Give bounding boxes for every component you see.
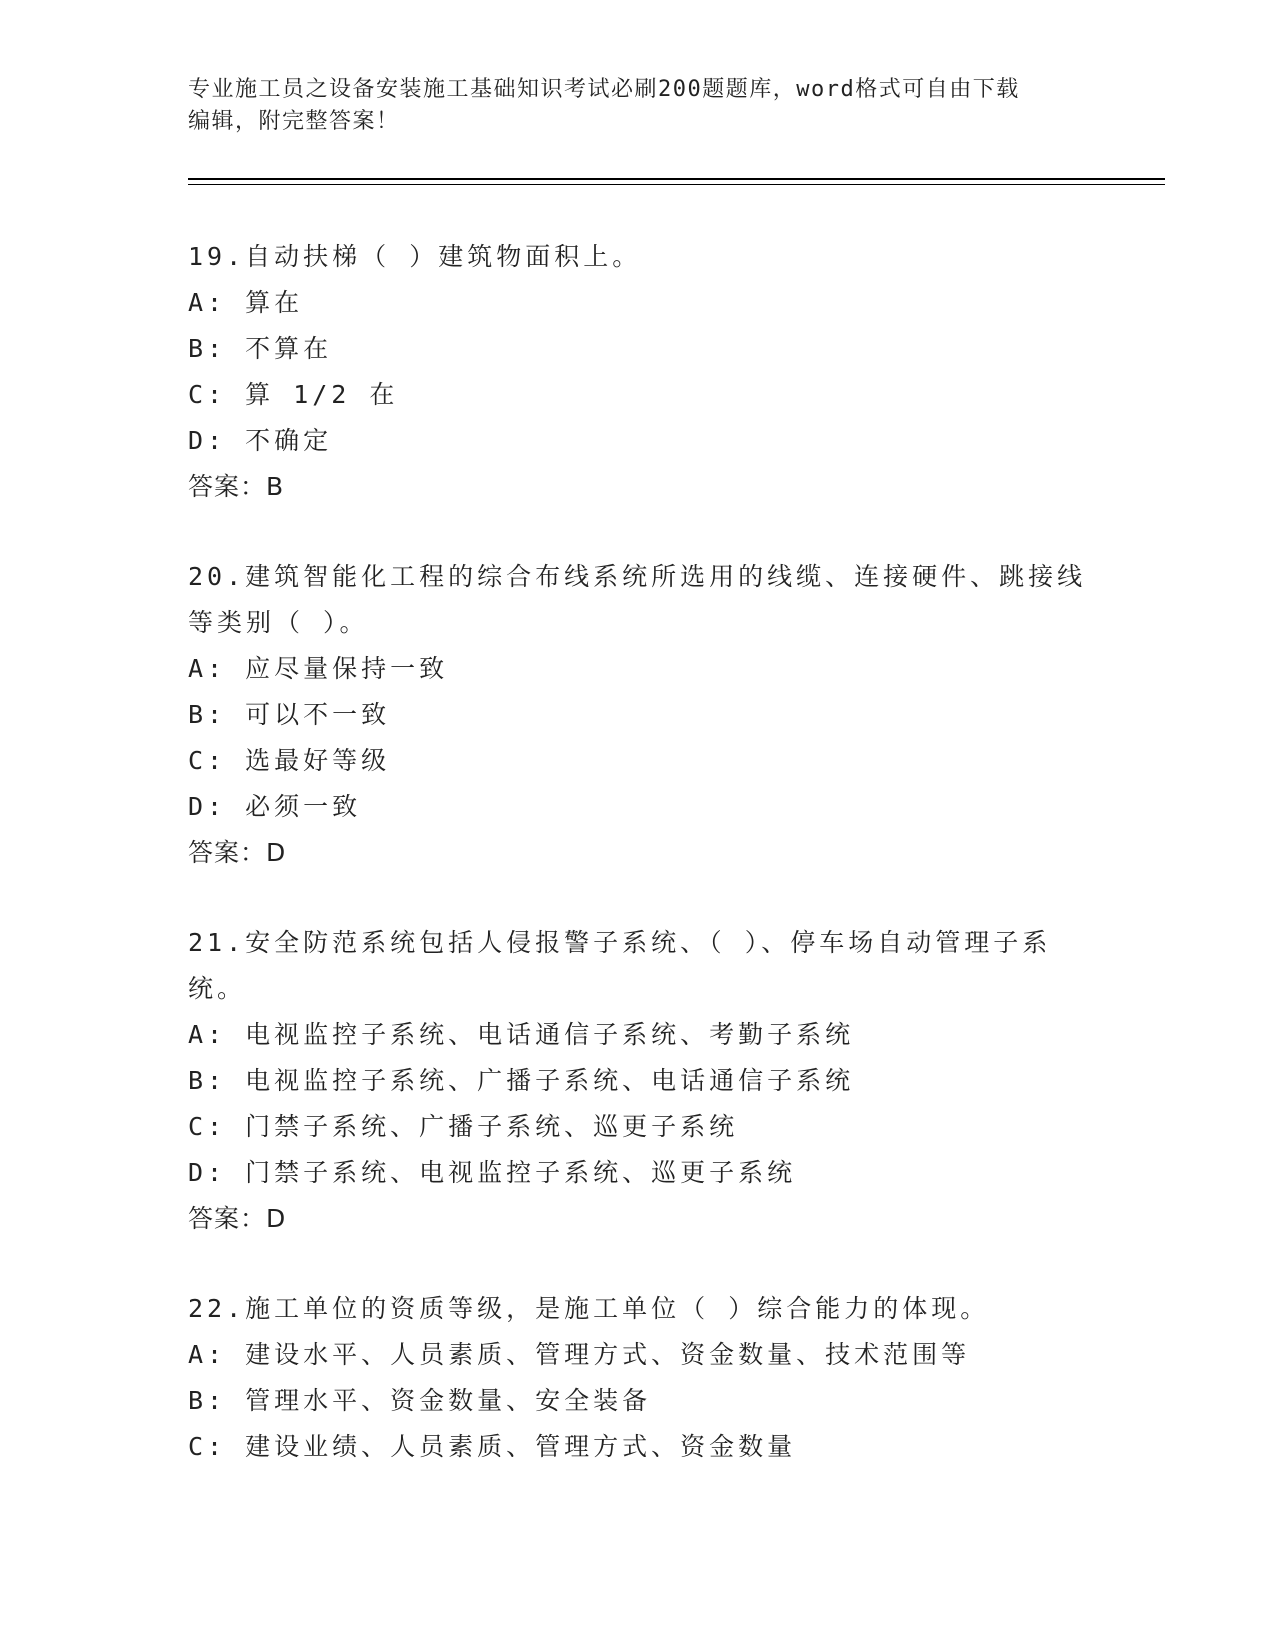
option-c: C: 选最好等级 (188, 746, 391, 775)
question-stem: 22.施工单位的资质等级，是施工单位（ ）综合能力的体现。 (188, 1294, 990, 1323)
option-b: B: 不算在 (188, 334, 333, 363)
question-21 (188, 920, 1088, 1242)
option-a: A: 应尽量保持一致 (188, 654, 449, 683)
question-19 (188, 234, 1088, 510)
question-stem: 19.自动扶梯（ ）建筑物面积上。 (188, 242, 642, 271)
option-d: D: 门禁子系统、电视监控子系统、巡更子系统 (188, 1158, 797, 1187)
option-a: A: 建设水平、人员素质、管理方式、资金数量、技术范围等 (188, 1340, 971, 1369)
header-line-1: 专业施工员之设备安装施工基础知识考试必刷200题题库，word格式可自由下载 (188, 77, 1020, 102)
question-20 (188, 554, 1088, 876)
option-b: B: 管理水平、资金数量、安全装备 (188, 1386, 652, 1415)
header-divider-thin (188, 184, 1165, 185)
question-22 (188, 1286, 1088, 1470)
option-d: D: 不确定 (188, 426, 333, 455)
option-b: B: 电视监控子系统、广播子系统、电话通信子系统 (188, 1066, 855, 1095)
answer-line: 答案：D (188, 1204, 287, 1233)
option-b: B: 可以不一致 (188, 700, 391, 729)
option-d: D: 必须一致 (188, 792, 362, 821)
answer-line: 答案：D (188, 838, 287, 867)
option-a: A: 电视监控子系统、电话通信子系统、考勤子系统 (188, 1020, 855, 1049)
header-line-2: 编辑，附完整答案！ (188, 109, 400, 134)
question-list (188, 234, 1088, 1514)
answer-line: 答案：B (188, 472, 285, 501)
option-c: C: 算 1/2 在 (188, 380, 399, 409)
option-c: C: 建设业绩、人员素质、管理方式、资金数量 (188, 1432, 797, 1461)
document-header (188, 74, 1088, 138)
option-a: A: 算在 (188, 288, 304, 317)
option-c: C: 门禁子系统、广播子系统、巡更子系统 (188, 1112, 739, 1141)
question-stem: 20.建筑智能化工程的综合布线系统所选用的线缆、连接硬件、跳接线等类别（ ）。 (188, 562, 1087, 637)
question-stem: 21.安全防范系统包括人侵报警子系统、（ ）、停车场自动管理子系统。 (188, 928, 1052, 1003)
header-divider-thick (188, 178, 1165, 180)
